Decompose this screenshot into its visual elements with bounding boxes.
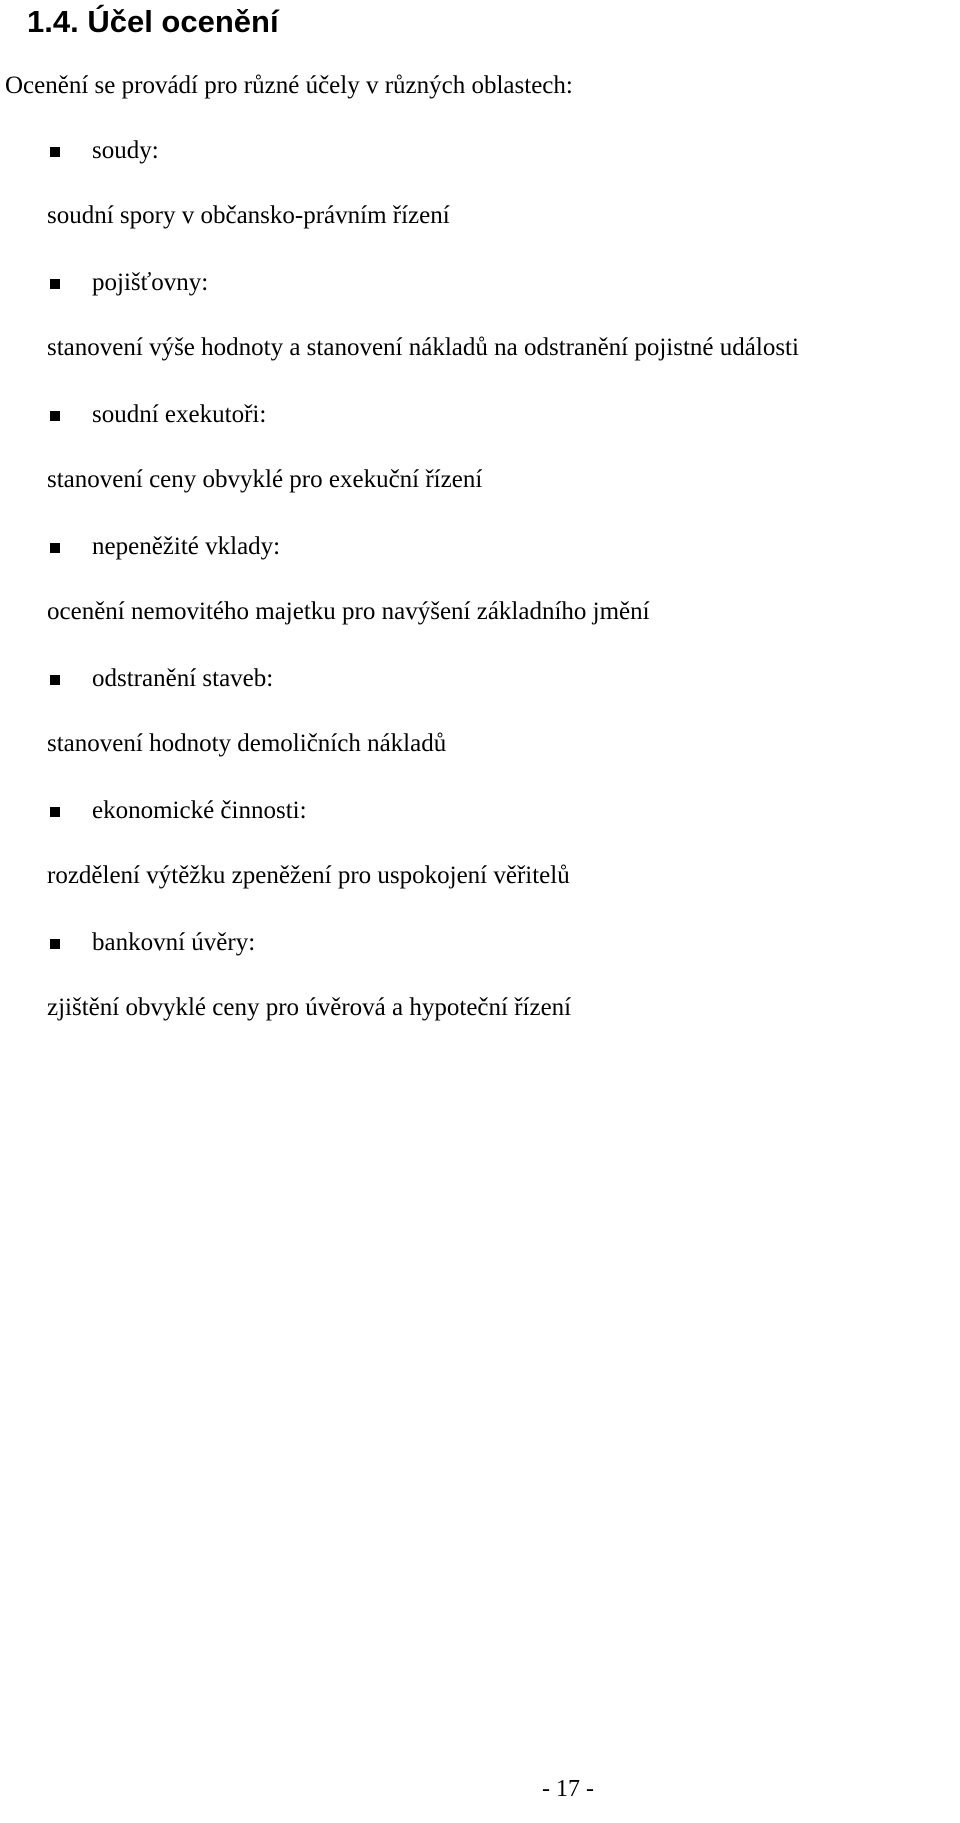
- list-item-description: [0, 464, 960, 531]
- intro-paragraph: Ocenění se provádí pro různé účely v různých oblastech:: [5, 72, 573, 99]
- section-heading: 1.4. Účel ocenění: [27, 4, 279, 39]
- square-bullet-icon: [50, 543, 60, 553]
- list-item-label: [0, 795, 960, 860]
- list-item-label: [0, 267, 960, 332]
- list-item-description-text: stanovení ceny obvyklé pro exekuční řízení: [47, 466, 483, 493]
- list-item-title: bankovní úvěry:: [92, 929, 256, 956]
- list-item-label: [0, 135, 960, 200]
- square-bullet-icon: [50, 807, 60, 817]
- list-item-description: [0, 992, 960, 1059]
- list-item-description: [0, 728, 960, 795]
- square-bullet-icon: [50, 411, 60, 421]
- list-item-description-text: ocenění nemovitého majetku pro navýšení základního jmění: [47, 598, 650, 625]
- square-bullet-icon: [50, 939, 60, 949]
- list-item-description-text: stanovení výše hodnoty a stanovení nákladů na odstranění pojistné události: [47, 334, 799, 361]
- square-bullet-icon: [50, 147, 60, 157]
- list-item-description: [0, 860, 960, 927]
- list-item-title: nepeněžité vklady:: [92, 533, 281, 560]
- list-item-description: [0, 596, 960, 663]
- list-item-label: [0, 663, 960, 728]
- square-bullet-icon: [50, 279, 60, 289]
- list-item-description-text: stanovení hodnoty demoličních nákladů: [47, 730, 447, 757]
- list-item-label: [0, 927, 960, 992]
- square-bullet-icon: [50, 675, 60, 685]
- list-item-title: soudní exekutoři:: [92, 401, 267, 428]
- list-item-label: [0, 399, 960, 464]
- list-item-title: pojišťovny:: [92, 269, 209, 296]
- list-item-description-text: zjištění obvyklé ceny pro úvěrová a hypoteční řízení: [47, 994, 572, 1021]
- page-number: - 17 -: [542, 1776, 594, 1802]
- list-item-description-text: rozdělení výtěžku zpeněžení pro uspokojení věřitelů: [47, 862, 570, 889]
- list-item-title: odstranění staveb:: [92, 665, 274, 692]
- list-item-description-text: soudní spory v občansko-právním řízení: [47, 202, 450, 229]
- list-item-description: [0, 332, 960, 399]
- list-item-label: [0, 531, 960, 596]
- list-item-title: soudy:: [92, 137, 159, 164]
- list-item-title: ekonomické činnosti:: [92, 797, 307, 824]
- list-item-description: [0, 200, 960, 267]
- purpose-list: [0, 135, 960, 1059]
